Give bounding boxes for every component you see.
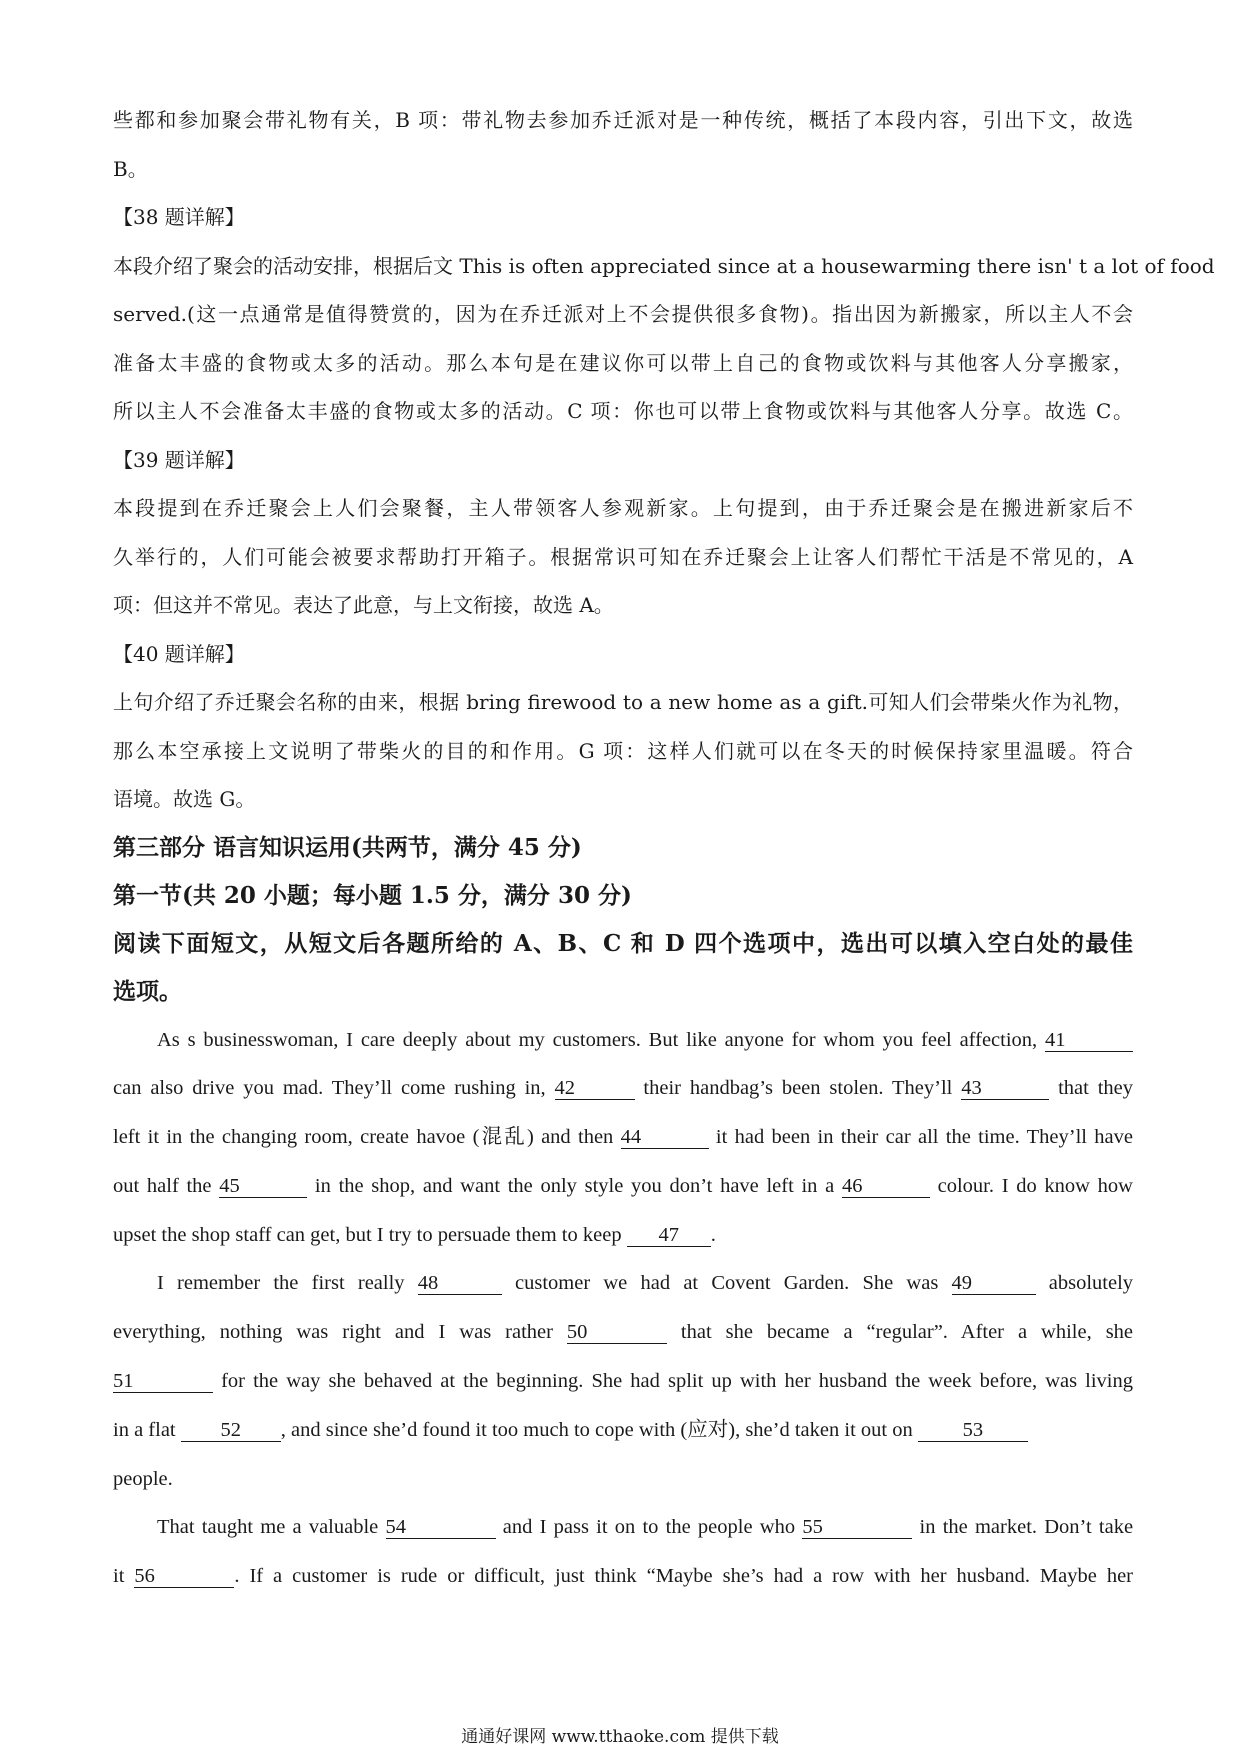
explanation-38-line-2: served.(这一点通常是值得赞赏的，因为在乔迁派对上不会提供很多食物)。指出因为新搬家，所以主人不会 [113,302,1133,326]
heading-question-38: 【38 题详解】 [113,205,245,229]
passage-line-5: upset the shop staff can get, but I try to persuade them to keep 47 . [113,1223,716,1246]
explanation-38-line-1: 本段介绍了聚会的活动安排，根据后文 This is often appreciated since at a housewarming there isn' t a lot of food [113,253,1215,278]
passage-line-9: in a flat 52 , and since she’d found it too much to cope with (应对), she’d taken it out on 53 [113,1406,1133,1455]
blank-55: 55 [802,1516,912,1539]
blank-56: 56 [134,1565,234,1588]
explanation-40-line-2: 那么本空承接上文说明了带柴火的目的和作用。G 项：这样人们就可以在冬天的时候保持家里温暖。符合 [113,738,1133,763]
passage-line-8: 51 for the way she behaved at the beginning. She had split up with her husband the week before, was living [113,1370,1134,1393]
explanation-38-line-3: 准备太丰盛的食物或太多的活动。那么本句是在建议你可以带上自己的食物或饮料与其他客人分享搬家， [113,350,1133,375]
explanation-37-line-2: B。 [113,156,148,181]
instruction-line-1: 阅读下面短文，从短文后各题所给的 A、B、C 和 D 四个选项中，选出可以填入空白处的最佳 [113,929,1133,957]
explanation-40-line-3: 语境。故选 G。 [113,787,256,811]
blank-52: 52 [181,1419,281,1442]
page-content [113,96,1215,1601]
passage-line-1: As s businesswoman, I care deeply about my customers. But like anyone for whom you feel affection, 41 [113,1016,1133,1065]
passage-line-6: I remember the first really 48 customer we had at Covent Garden. She was 49 absolutely [157,1272,1134,1295]
explanation-39-line-1: 本段提到在乔迁聚会上人们会聚餐，主人带领客人参观新家。上句提到，由于乔迁聚会是在搬进新家后不 [113,496,1133,520]
blank-46: 46 [842,1175,930,1198]
blank-45: 45 [219,1175,307,1198]
blank-49: 49 [952,1272,1036,1295]
blank-44: 44 [621,1126,709,1149]
explanation-38-line-4: 所以主人不会准备太丰盛的食物或太多的活动。C 项：你也可以带上食物或饮料与其他客人分享。故选 C。 [113,399,1133,423]
blank-41: 41 [1045,1029,1133,1052]
blank-42: 42 [555,1077,635,1100]
explanation-39-line-3: 项：但这并不常见。表达了此意，与上文衔接，故选 A。 [113,593,614,617]
explanation-40-line-1: 上句介绍了乔迁聚会名称的由来，根据 bring firewood to a new home as a gift.可知人们会带柴火作为礼物， [113,690,1133,714]
blank-47: 47 [627,1224,711,1247]
blank-54: 54 [386,1516,496,1539]
passage-line-2: can also drive you mad. They’ll come rushing in, 42 their handbag’s been stolen. They’ll 43 that they [113,1077,1133,1100]
heading-question-39: 【39 题详解】 [113,447,245,472]
part-three-title: 第三部分 语言知识运用(共两节，满分 45 分) [113,833,582,861]
passage-line-3: left it in the changing room, create havoe (混乱) and then 44 it had been in their car all the time. They’ll have [113,1126,1133,1149]
section-one-title: 第一节(共 20 小题；每小题 1.5 分，满分 30 分) [113,881,632,909]
blank-50: 50 [567,1321,667,1344]
instruction-line-2: 选项。 [113,977,182,1005]
explanation-37-line-1: 些都和参加聚会带礼物有关，B 项：带礼物去参加乔迁派对是一种传统，概括了本段内容，引出下文，故选 [113,108,1133,132]
blank-53: 53 [918,1419,1028,1442]
passage-line-11: That taught me a valuable 54 and I pass it on to the people who 55 in the market. Don’t take [157,1516,1134,1539]
blank-43: 43 [961,1077,1049,1100]
passage-line-10: people. [113,1467,173,1490]
blank-48: 48 [418,1272,502,1295]
passage-line-12: it 56 . If a customer is rude or difficult, just think “Maybe she’s had a row with her husband. Maybe her [113,1565,1133,1588]
passage-line-4: out half the 45 in the shop, and want the only style you don’t have left in a 46 colour. I do know how [113,1174,1133,1197]
blank-51: 51 [113,1370,213,1393]
page-footer: 通通好课网 www.tthaoke.com 提供下载 [461,1727,779,1747]
explanation-39-line-2: 久举行的，人们可能会被要求帮助打开箱子。根据常识可知在乔迁聚会上让客人们帮忙干活是不常见的，A [113,544,1133,569]
passage-line-7: everything, nothing was right and I was rather 50 that she became a “regular”. After a while, she [113,1321,1134,1344]
heading-question-40: 【40 题详解】 [113,641,245,666]
